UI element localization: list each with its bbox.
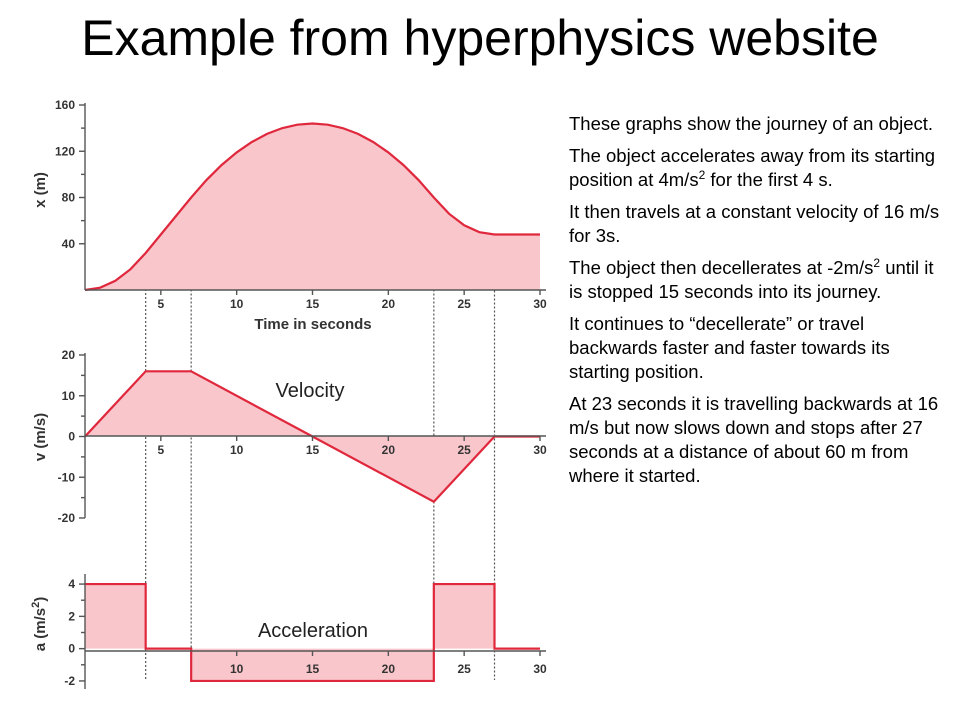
acceleration-chart-title: Acceleration bbox=[257, 620, 369, 642]
acceleration-y-axis-label: a $(m/s^2)$ bbox=[30, 596, 49, 652]
distance-x-tick-label: 20 bbox=[381, 297, 396, 311]
distance-x-axis-label: Time in seconds bbox=[254, 316, 372, 333]
velocity-y-tick-label: 20 bbox=[61, 348, 75, 362]
distance-area bbox=[85, 124, 540, 291]
acceleration-y-tick-label: -2 bbox=[64, 673, 75, 688]
velocity-chart bbox=[32, 348, 547, 525]
distance-y-tick-label: 40 bbox=[61, 236, 75, 251]
motion-graphs bbox=[0, 90, 560, 715]
acceleration-x-tick-label: 20 bbox=[381, 662, 396, 676]
velocity-x-tick-label: 15 bbox=[305, 443, 320, 457]
distance-y-tick-label: 80 bbox=[61, 190, 75, 205]
acceleration-y-tick-label: 4 bbox=[68, 577, 75, 592]
distance-x-tick-label: 30 bbox=[533, 297, 547, 311]
slide-title: Example from hyperphysics website bbox=[81, 10, 879, 66]
velocity-y-axis-label: v (m/s) bbox=[32, 412, 49, 462]
explanation-paragraph-1: These graphs show the journey of an object. bbox=[569, 113, 934, 134]
distance-y-tick-label: 160 bbox=[54, 98, 75, 112]
explanation-text bbox=[569, 112, 949, 496]
distance-x-tick-label: 25 bbox=[457, 297, 471, 311]
velocity-y-tick-label: -10 bbox=[57, 470, 75, 485]
explanation-paragraph-6: At 23 seconds it is travelling backwards at 16 m/s but now slows down and stops after 27 seconds at a distance of about 60 m from where it started. bbox=[569, 393, 939, 486]
acceleration-y-tick-label: 0 bbox=[68, 641, 75, 656]
explanation-paragraph-4: The object then decellerates at $-2m/s^2$ until it is stopped 15 seconds into its journey. bbox=[569, 255, 934, 302]
velocity-chart-title: Velocity bbox=[275, 380, 345, 402]
velocity-x-tick-label: 10 bbox=[229, 443, 244, 457]
velocity-x-tick-label: 25 bbox=[457, 443, 471, 457]
distance-x-tick-label: 15 bbox=[305, 297, 320, 311]
distance-chart bbox=[32, 98, 547, 333]
explanation-paragraph-2: The object accelerates away from its starting position at $4m/s^2$ for the first 4 s. bbox=[569, 145, 936, 190]
velocity-y-tick-label: -20 bbox=[57, 511, 75, 525]
explanation-paragraph-5: It continues to “decellerate” or travel backwards faster and faster towards its starting position. bbox=[569, 313, 890, 382]
velocity-x-tick-label: 20 bbox=[381, 443, 396, 457]
velocity-y-tick-label: 10 bbox=[61, 388, 75, 403]
distance-x-tick-label: 10 bbox=[229, 297, 244, 311]
distance-x-tick-label: 5 bbox=[157, 297, 165, 311]
acceleration-x-tick-label: 15 bbox=[305, 662, 320, 676]
acceleration-x-tick-label: 25 bbox=[457, 662, 471, 676]
distance-y-axis-label: x (m) bbox=[32, 172, 49, 208]
acceleration-y-tick-label: 2 bbox=[68, 609, 75, 624]
explanation-paragraph-3: It then travels at a constant velocity of 16 m/s for 3s. bbox=[569, 201, 940, 246]
distance-y-tick-label: 120 bbox=[54, 144, 75, 159]
velocity-y-tick-label: 0 bbox=[68, 429, 75, 444]
acceleration-chart bbox=[30, 574, 547, 689]
velocity-x-tick-label: 30 bbox=[533, 443, 547, 457]
velocity-x-tick-label: 5 bbox=[157, 443, 165, 457]
acceleration-x-tick-label: 30 bbox=[533, 662, 547, 676]
acceleration-x-tick-label: 10 bbox=[229, 662, 244, 676]
